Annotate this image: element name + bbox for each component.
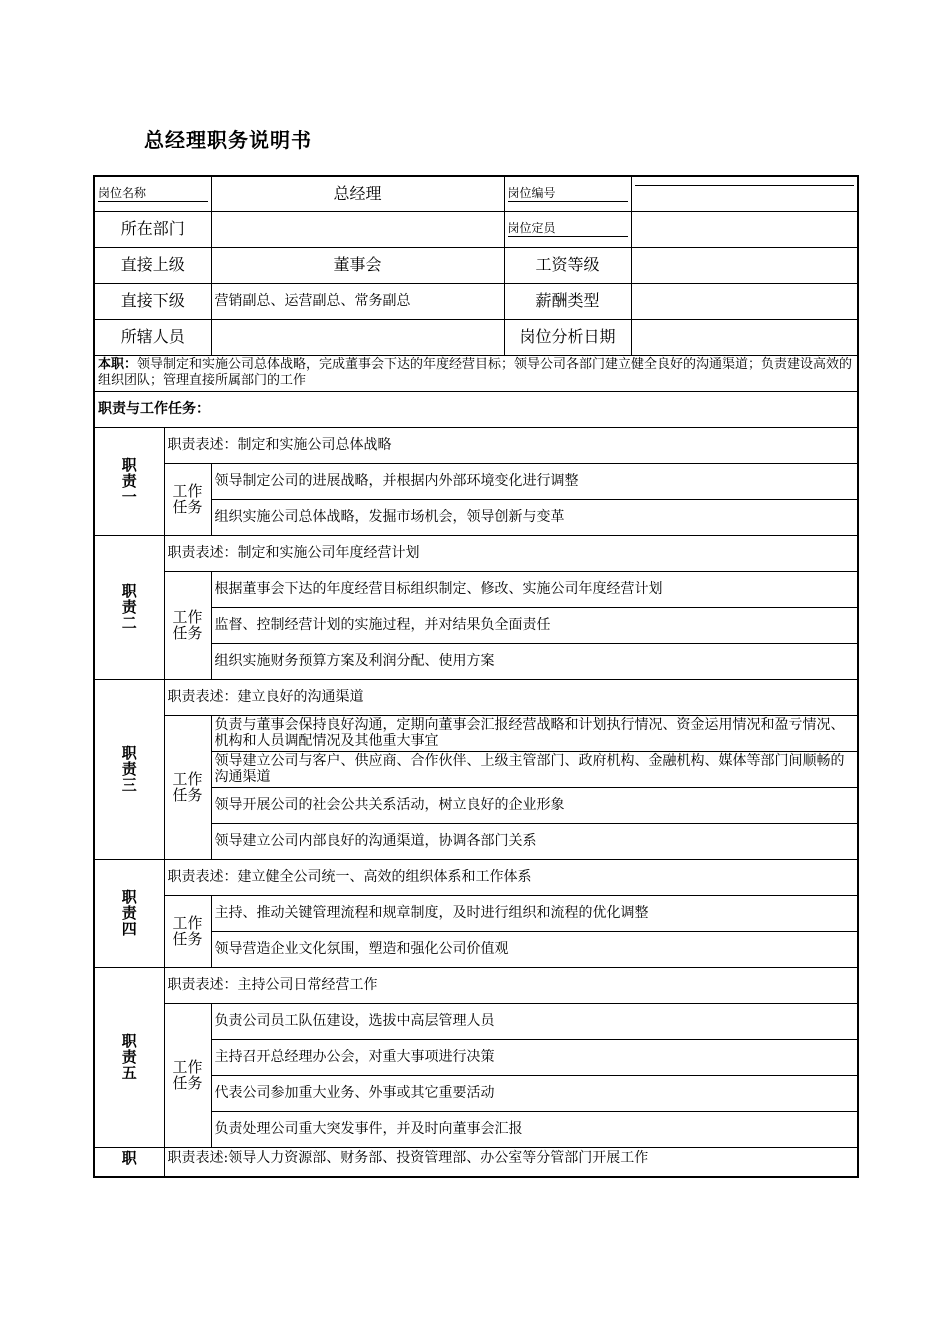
position-name-value: 总经理	[211, 176, 504, 211]
row-staff	[94, 319, 858, 355]
core-label: 本职：	[98, 357, 138, 372]
duty-4-task-2: 领导营造企业文化氛围，塑造和强化公司价值观	[211, 931, 858, 967]
row-superior	[94, 247, 858, 283]
department-label: 所在部门	[94, 211, 211, 247]
salary-grade-value	[631, 247, 858, 283]
work-task-label	[164, 463, 211, 535]
document-title: 总经理职务说明书	[144, 128, 312, 152]
analysis-date-label: 岗位分析日期	[504, 319, 631, 355]
staff-value	[211, 319, 504, 355]
pay-type-value	[631, 283, 858, 319]
duty-1-statement: 职责表述：制定和实施公司总体战略	[164, 427, 858, 463]
superior-value: 董事会	[211, 247, 504, 283]
subordinate-value: 营销副总、运营副总、常务副总	[211, 283, 504, 319]
duty-4-statement: 职责表述：建立健全公司统一、高效的组织体系和工作体系	[164, 859, 858, 895]
duty-statement-row	[94, 535, 858, 571]
duty-3-task-3: 领导开展公司的社会公共关系活动，树立良好的企业形象	[211, 787, 858, 823]
duty-4-name	[94, 859, 164, 967]
duties-heading: 职责与工作任务：	[94, 391, 858, 427]
duty-1-task-2: 组织实施公司总体战略，发掘市场机会，领导创新与变革	[211, 499, 858, 535]
duty-5-task-4: 负责处理公司重大突发事件，并及时向董事会汇报	[211, 1111, 858, 1147]
headcount-value	[631, 211, 858, 247]
duty-1-task-1: 领导制定公司的进展战略，并根据内外部环境变化进行调整	[211, 463, 858, 499]
work-task-text: 工作任务	[172, 770, 203, 804]
position-name-label: 岗位名称	[94, 176, 211, 211]
duty-5-task-1: 负责公司员工队伍建设，选拔中高层管理人员	[211, 1003, 858, 1039]
duty-5-task-3: 代表公司参加重大业务、外事或其它重要活动	[211, 1075, 858, 1111]
row-department	[94, 211, 858, 247]
duty-name-text: 职责五	[121, 1032, 137, 1082]
duty-3-task-4: 领导建立公司内部良好的沟通渠道，协调各部门关系	[211, 823, 858, 859]
duty-3-task-1: 负责与董事会保持良好沟通，定期向董事会汇报经营战略和计划执行情况、资金运用情况和盈亏情况、机构和人员调配情况及其他重大事宜	[211, 715, 858, 751]
job-description-table	[93, 175, 859, 1178]
duty-2-statement: 职责表述：制定和实施公司年度经营计划	[164, 535, 858, 571]
superior-label: 直接上级	[94, 247, 211, 283]
duty-5-name	[94, 967, 164, 1147]
task-row	[94, 1003, 858, 1039]
duty-6-name: 职	[94, 1147, 164, 1177]
row-duties-heading	[94, 391, 858, 427]
core-text: 领导制定和实施公司总体战略，完成董事会下达的年度经营目标；领导公司各部门建立健全良好的沟通渠道；负责建设高效的组织团队；管理直接所属部门的工作	[98, 357, 853, 388]
work-task-label	[164, 571, 211, 679]
duty-1-name	[94, 427, 164, 535]
salary-grade-label: 工资等级	[504, 247, 631, 283]
task-row	[94, 463, 858, 499]
duty-name-text: 职责三	[121, 744, 137, 794]
duty-2-task-2: 监督、控制经营计划的实施过程，并对结果负全面责任	[211, 607, 858, 643]
work-task-text: 工作任务	[172, 608, 203, 642]
duty-6-statement: 职责表述:领导人力资源部、财务部、投资管理部、办公室等分管部门开展工作	[164, 1147, 858, 1177]
work-task-text: 工作任务	[172, 482, 203, 516]
pay-type-label: 薪酬类型	[504, 283, 631, 319]
work-task-label	[164, 895, 211, 967]
row-subordinate	[94, 283, 858, 319]
duty-4-task-1: 主持、推动关键管理流程和规章制度，及时进行组织和流程的优化调整	[211, 895, 858, 931]
duty-3-statement: 职责表述：建立良好的沟通渠道	[164, 679, 858, 715]
staff-label: 所辖人员	[94, 319, 211, 355]
duty-2-name	[94, 535, 164, 679]
core-responsibility	[94, 355, 858, 391]
row-core	[94, 355, 858, 391]
work-task-label	[164, 715, 211, 859]
duty-2-task-1: 根据董事会下达的年度经营目标组织制定、修改、实施公司年度经营计划	[211, 571, 858, 607]
duty-name-text: 职责一	[121, 456, 137, 506]
task-row	[94, 895, 858, 931]
duty-statement-row	[94, 679, 858, 715]
duty-name-text: 职责四	[121, 888, 137, 938]
duty-statement-row	[94, 427, 858, 463]
task-row	[94, 571, 858, 607]
duty-3-name	[94, 679, 164, 859]
work-task-label	[164, 1003, 211, 1147]
department-value	[211, 211, 504, 247]
position-code-label: 岗位编号	[504, 176, 631, 211]
subordinate-label: 直接下级	[94, 283, 211, 319]
duty-statement-row	[94, 859, 858, 895]
work-task-text: 工作任务	[172, 914, 203, 948]
duty-statement-row	[94, 967, 858, 1003]
duty-2-task-3: 组织实施财务预算方案及利润分配、使用方案	[211, 643, 858, 679]
work-task-text: 工作任务	[172, 1058, 203, 1092]
duty-statement-row	[94, 1147, 858, 1177]
headcount-label: 岗位定员	[504, 211, 631, 247]
row-position-name	[94, 176, 858, 211]
analysis-date-value	[631, 319, 858, 355]
duty-3-task-2: 领导建立公司与客户、供应商、合作伙伴、上级主管部门、政府机构、金融机构、媒体等部门间顺畅的沟通渠道	[211, 751, 858, 787]
task-row	[94, 715, 858, 751]
position-code-value	[631, 176, 858, 211]
duty-5-statement: 职责表述：主持公司日常经营工作	[164, 967, 858, 1003]
duty-5-task-2: 主持召开总经理办公会，对重大事项进行决策	[211, 1039, 858, 1075]
duty-name-text: 职责二	[121, 582, 137, 632]
